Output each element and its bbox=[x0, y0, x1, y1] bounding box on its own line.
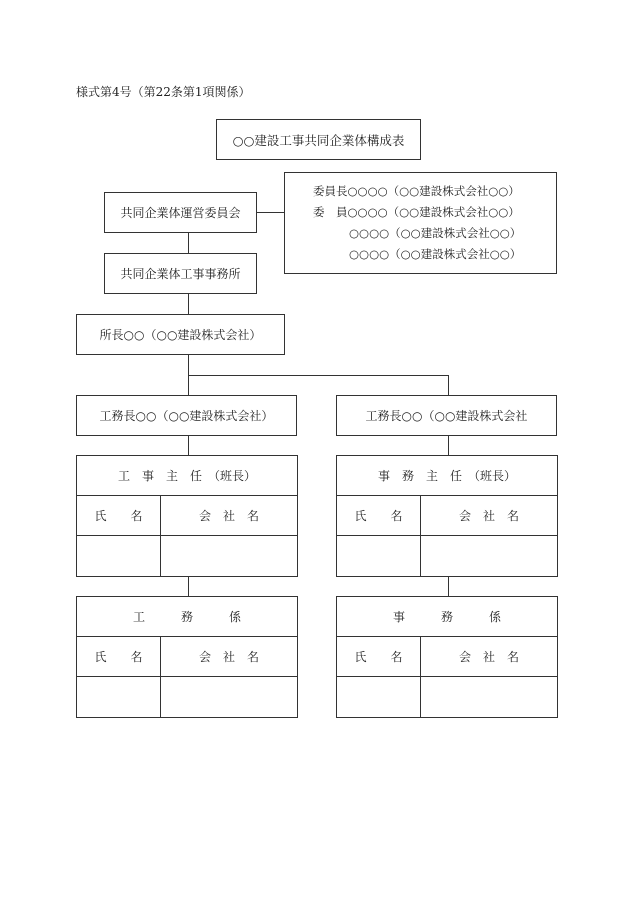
right-manager-box: 工務長○○（○○建設株式会社 bbox=[336, 395, 557, 436]
connector-office-director bbox=[188, 293, 189, 315]
committee-box: 共同企業体運営委員会 bbox=[104, 192, 257, 233]
connector-branch-right-down bbox=[448, 375, 449, 396]
left-staff-col-company: 会 社 名 bbox=[161, 637, 298, 677]
connector-branch-horizontal bbox=[188, 375, 449, 376]
left-staff-name-cell bbox=[77, 677, 161, 718]
right-chief-table bbox=[336, 455, 558, 577]
connector-committee-office bbox=[188, 232, 189, 254]
connector-right-manager-chief bbox=[448, 435, 449, 456]
committee-member-4: ○○○○（○○建設株式会社○○） bbox=[349, 247, 522, 261]
right-staff-name-cell bbox=[337, 677, 421, 718]
right-staff-col-name: 氏 名 bbox=[337, 637, 421, 677]
left-staff-table bbox=[76, 596, 298, 718]
right-staff-col-company: 会 社 名 bbox=[421, 637, 558, 677]
left-chief-company-cell bbox=[161, 536, 298, 577]
right-staff-company-cell bbox=[421, 677, 558, 718]
right-staff-table bbox=[336, 596, 558, 718]
right-chief-company-cell bbox=[421, 536, 558, 577]
left-chief-name-cell bbox=[77, 536, 161, 577]
left-chief-table bbox=[76, 455, 298, 577]
right-staff-title: 事 務 係 bbox=[337, 597, 558, 637]
right-chief-col-company: 会 社 名 bbox=[421, 496, 558, 536]
office-box: 共同企業体工事事務所 bbox=[104, 253, 257, 294]
left-staff-company-cell bbox=[161, 677, 298, 718]
left-manager-box: 工務長○○（○○建設株式会社） bbox=[76, 395, 297, 436]
connector-left-chief-staff bbox=[188, 576, 189, 597]
left-staff-col-name: 氏 名 bbox=[77, 637, 161, 677]
committee-member-3: ○○○○（○○建設株式会社○○） bbox=[349, 226, 522, 240]
connector-left-manager-chief bbox=[188, 435, 189, 456]
left-chief-col-name: 氏 名 bbox=[77, 496, 161, 536]
connector-right-chief-staff bbox=[448, 576, 449, 597]
director-box: 所長○○（○○建設株式会社） bbox=[76, 314, 285, 355]
committee-member-2: 委 員○○○○（○○建設株式会社○○） bbox=[313, 205, 520, 219]
committee-members-box bbox=[284, 172, 557, 274]
chart-title: ○○建設工事共同企業体構成表 bbox=[216, 119, 421, 160]
left-chief-title: 工 事 主 任 （班長） bbox=[77, 456, 298, 496]
connector-committee-members bbox=[256, 212, 285, 213]
right-chief-col-name: 氏 名 bbox=[337, 496, 421, 536]
right-chief-title: 事 務 主 任 （班長） bbox=[337, 456, 558, 496]
left-staff-title: 工 務 係 bbox=[77, 597, 298, 637]
form-label: 様式第4号（第22条第1項関係） bbox=[76, 85, 251, 99]
left-chief-col-company: 会 社 名 bbox=[161, 496, 298, 536]
committee-member-1: 委員長○○○○（○○建設株式会社○○） bbox=[313, 184, 520, 198]
right-chief-name-cell bbox=[337, 536, 421, 577]
